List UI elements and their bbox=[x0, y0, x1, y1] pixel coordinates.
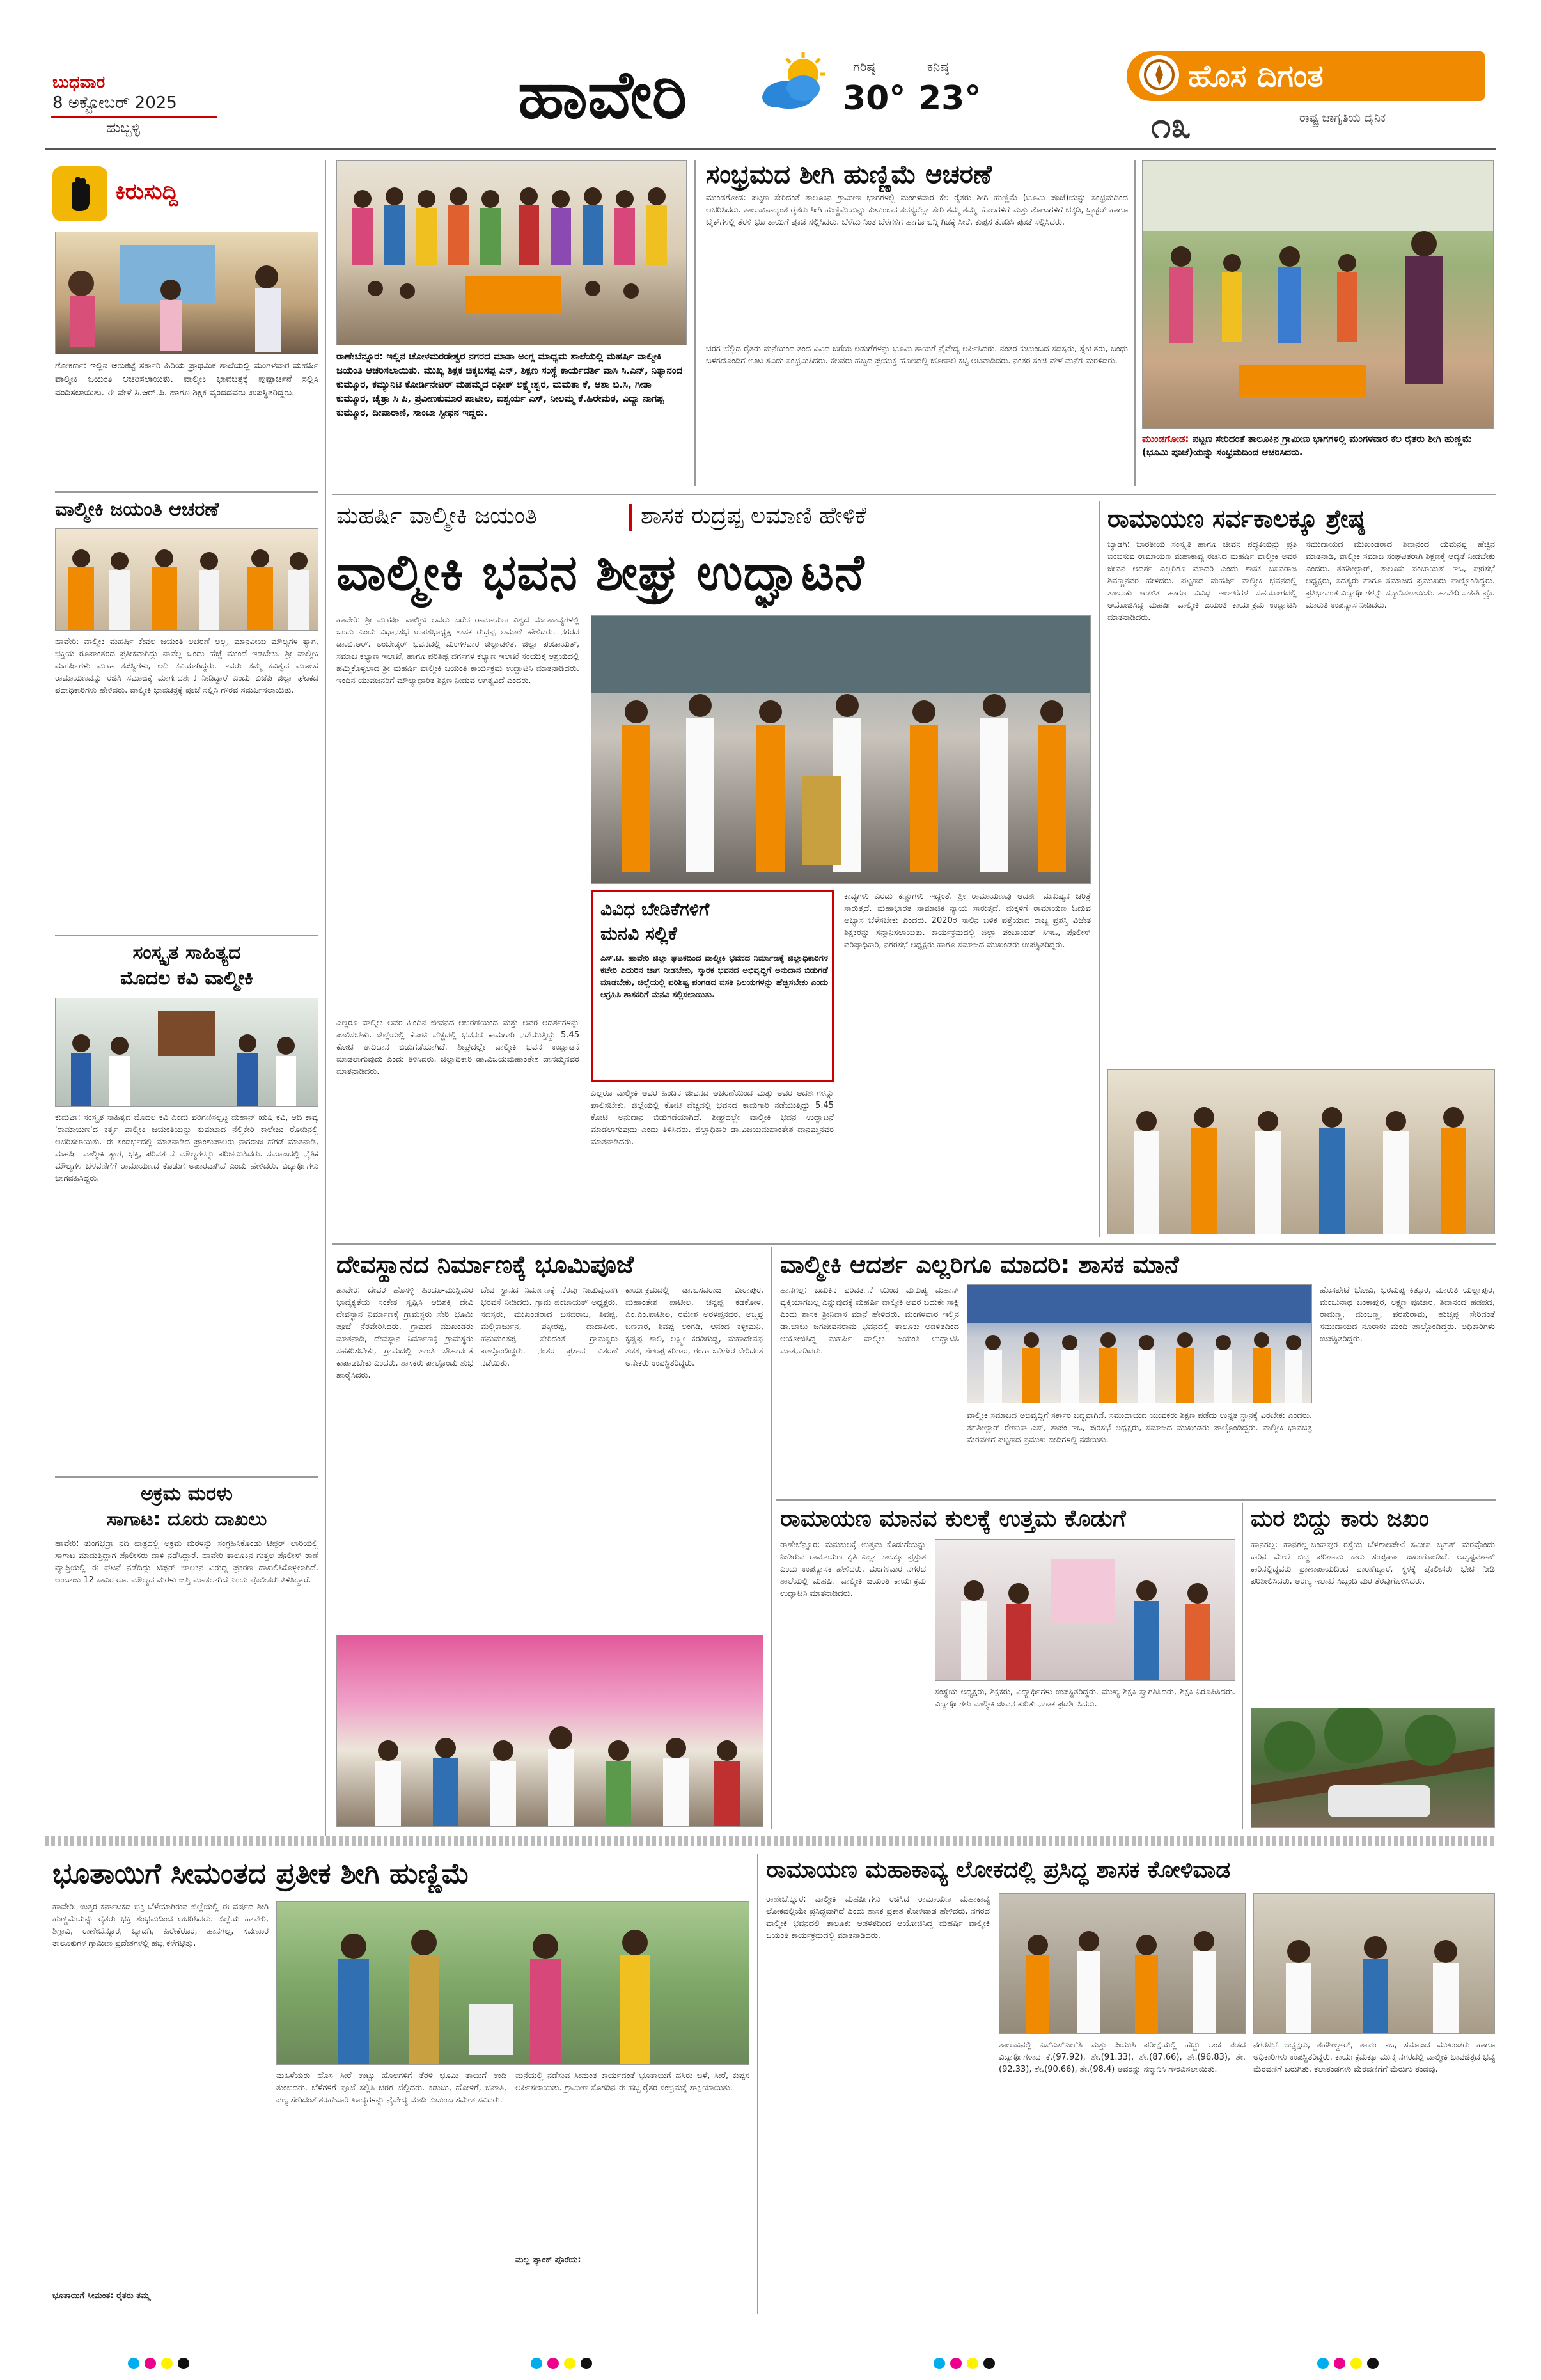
seemanta-text-1: ಹಾವೇರಿ: ಉತ್ತರ ಕರ್ನಾಟಕದ ಭಕ್ತಿ ಬೆಳೆಯಾಗಿರುವ ಜಿಲ್ಲೆಯಲ್ಲಿ ಈ ವರ್ಷದ ಶೀಗಿ ಹುಣ್ಣಿಮೆಯನ್ನು ರೈತರು ಭಕ್ತಿ ಸಂಭ್ರಮದಿಂದ ಆಚರಿಸಿದರು. ಜಿಲ್ಲೆಯ ಹಾವೇರಿ, ಶಿಗ್ಗಾವಿ, ರಾಣೇಬೆನ್ನೂರ, ಬ್ಯಾಡಗಿ, ಹಿರೇಕೆರೂರ, ಹಾನಗಲ್ಲ, ಸವಣೂರ ತಾಲೂಕುಗಳ ಗ್ರಾಮೀಣ ಪ್ರದೇಶಗಳಲ್ಲಿ ಹಬ್ಬ ಕಳೆಗಟ್ಟಿತ್ತು. bbox=[52, 1902, 269, 1948]
kicker-separator bbox=[629, 504, 632, 531]
reg-dot bbox=[581, 2358, 592, 2369]
ramayana-text-2: ಸಮುದಾಯದ ಮುಖಂಡರಾದ ಶಿವಾನಂದ ಯಮನಪ್ಪ ಹೆಚ್ಚಿನ ಮಾತನಾಡಿ, ವಾಲ್ಮೀಕಿ ಸಮಾಜ ಸಂಘಟಿತರಾಗಿ ಶಿಕ್ಷಣಕ್ಕೆ ಆದ್ಯತೆ ನೀಡಬೇಕು ಎಂದರು. ತಹಶೀಲ್ದಾರ್, ತಾಲೂಕು ಪಂಚಾಯತ್ ಇಒ, ಪುರಸಭೆ ಅಧ್ಯಕ್ಷರು, ಸದಸ್ಯರು ಹಾಗೂ ಸಮಾಜದ ಪ್ರಮುಖರು ಪಾಲ್ಗೊಂಡಿದ್ದರು. ಪ್ರತಿಭಾವಂತ ವಿದ್ಯಾರ್ಥಿಗಳನ್ನು ಸನ್ಮಾನಿಸಲಾಯಿತು. ಹಾವೇರಿ ಸಾಹಿತಿ ಪ್ರೊ. ಮಾರುತಿ ಉಪನ್ಯಾಸ ನೀಡಿದರು. bbox=[1306, 540, 1495, 610]
samskrta-photo bbox=[55, 998, 318, 1107]
samskrta-text: ಕುಮಟಾ: ಸಂಸ್ಕೃತ ಸಾಹಿತ್ಯದ ಮೊದಲ ಕವಿ ಎಂದು ಪರಿಗಣಿಸಲ್ಪಟ್ಟ ಮಹಾನ್ ಋಷಿ ಕವಿ, ಆದಿ ಕಾವ್ಯ 'ರಾಮಾಯಣ'ದ ಕರ್ತೃ ವಾಲ್ಮೀಕಿ ಜಯಂತಿಯನ್ನು ಕುಮಟಾದ ನೆಲ್ಲಿಕೇರಿ ಕಾಲೇಜು ರೋಡಿನಲ್ಲಿ ಆಚರಿಸಲಾಯಿತು. ಈ ಸಂದರ್ಭದಲ್ಲಿ ಮಾತನಾಡಿದ ಪ್ರಾಂಶುಪಾಲರು ನಾಗರಾಜ ಹೆಗಡೆ ಮಾತನಾಡಿ, ಮಹರ್ಷಿ ವಾಲ್ಮೀಕಿ ತ್ಯಾಗ, ಭಕ್ತಿ, ಪರಿವರ್ತನೆ ಮೌಲ್ಯಗಳನ್ನು ಪರಿಚಯಿಸಿದರು. ಸಮಾಜದಲ್ಲಿ ನೈತಿಕ ಮೌಲ್ಯಗಳ ಬೆಳವಣಿಗೆಗೆ ರಾಮಾಯಣದ ಕೊಡುಗೆ ಅಪಾರವಾಗಿದೆ ಎಂದು ಹೇಳಿದರು. ವಿದ್ಯಾರ್ಥಿಗಳು ಭಾಗವಹಿಸಿದ್ದರು. bbox=[55, 1113, 318, 1183]
lead-headline: ವಾಲ್ಮೀಕಿ ಭವನ ಶೀಘ್ರ ಉದ್ಘಾಟನೆ bbox=[336, 544, 865, 602]
headline-samskrta-2: ಮೊದಲ ಕವಿ ವಾಲ್ಮೀಕಿ bbox=[120, 967, 253, 989]
lead-text-1: ಹಾವೇರಿ: ಶ್ರೀ ಮಹರ್ಷಿ ವಾಲ್ಮೀಕಿ ಅವರು ಬರೆದ ರಾಮಾಯಣ ವಿಶ್ವದ ಮಹಾಕಾವ್ಯಗಳಲ್ಲಿ ಒಂದು ಎಂದು ವಿಧಾನಸಭೆ ಉಪಸಭಾಧ್ಯಕ್ಷ ಶಾಸಕ ರುದ್ರಪ್ಪ ಲಮಾಣಿ ಹೇಳಿದರು. ನಗರದ ಡಾ.ಬಿ.ಆರ್. ಅಂಬೇಡ್ಕರ್ ಭವನದಲ್ಲಿ ಮಂಗಳವಾರ ಜಿಲ್ಲಾಡಳಿತ, ಜಿಲ್ಲಾ ಪಂಚಾಯತ್, ಸಮಾಜ ಕಲ್ಯಾಣ ಇಲಾಖೆ, ಹಾಗೂ ಪರಿಶಿಷ್ಟ ವರ್ಗಗಳ ಕಲ್ಯಾಣ ಇಲಾಖೆ ಸಂಯುಕ್ತ ಆಶ್ರಯದಲ್ಲಿ ಹಮ್ಮಿಕೊಳ್ಳಲಾದ ಶ್ರೀ ಮಹರ್ಷಿ ವಾಲ್ಮೀಕಿ ಜಯಂತಿ ಕಾರ್ಯಕ್ರಮ ಉದ್ಘಾಟಿಸಿ ಮಾತನಾಡಿದರು. ಇಂದಿನ ಯುವಜನರಿಗೆ ಮೌಲ್ಯಾಧಾರಿತ ಶಿಕ್ಷಣ ನೀಡುವ ಅಗತ್ಯವಿದೆ ಎಂದರು. bbox=[336, 615, 579, 686]
top-rule bbox=[45, 148, 1496, 150]
headline-ramayana: ರಾಮಾಯಣ ಸರ್ವಕಾಲಕ್ಕೂ ಶ್ರೇಷ್ಠ bbox=[1107, 505, 1365, 533]
kiru-story-1: ಗೋಕರ್ಣ: ಇಲ್ಲಿನ ಆರುಕಟ್ಟೆ ಸರ್ಕಾರಿ ಹಿರಿಯ ಪ್ರಾಥಮಿಕ ಶಾಲೆಯಲ್ಲಿ ಮಂಗಳವಾರ ಮಹರ್ಷಿ ವಾಲ್ಮೀಕಿ ಜಯಂತಿ ಆಚರಿಸಲಾಯಿತು. ವಾಲ್ಮೀಕಿ ಭಾವಚಿತ್ರಕ್ಕೆ ಪುಷ್ಪಾರ್ಚನೆ ಸಲ್ಲಿಸಿ ವಂದಿಸಲಾಯಿತು. ಈ ವೇಳೆ ಸಿ.ಆರ್.ಪಿ. ಹಾಗೂ ಶಿಕ್ಷಕ ವೃಂದದವರು ಉಪಸ್ಥಿತರಿದ್ದರು. bbox=[55, 361, 318, 398]
min-temp: 23° bbox=[918, 79, 982, 118]
reg-dot bbox=[983, 2358, 995, 2369]
reg-dot bbox=[967, 2358, 978, 2369]
valmiki-jayanti-text: ಹಾವೇರಿ: ವಾಲ್ಮೀಕಿ ಮಹರ್ಷಿ ಕೇವಲ ಜಯಂತಿ ಆಚರಣೆ ಅಲ್ಲ, ಮಾನವೀಯ ಮೌಲ್ಯಗಳ ತ್ಯಾಗ, ಭಕ್ತಿಯ ರೂಪಾಂತರದ ಪ್ರತೀಕವಾಗಿದ್ದು ನಾವೆಲ್ಲ ಒಂದು ಹೆಜ್ಜೆ ಮುಂದೆ ಇಡಬೇಕು. ಶ್ರೀ ವಾಲ್ಮೀಕಿ ಮಹರ್ಷಿಗಳು ಮಹಾ ತಪಸ್ವಿಗಳು, ಅದಿ ಕವಿಯಾಗಿದ್ದರು. ಇವರು ತಮ್ಮ ಕವಿತ್ವದ ಮೂಲಕ ರಾಮಾಯಣವನ್ನು ರಚಿಸಿ ಸಮಾಜಕ್ಕೆ ಮಾರ್ಗದರ್ಶನ ನೀಡಿದ್ದಾರೆ ಎಂದು ಬಿಜೆಪಿ ಜಿಲ್ಲಾ ಘಟಕದ ಪದಾಧಿಕಾರಿಗಳು ಹೇಳಿದರು. ವಾಲ್ಮೀಕಿ ಭಾವಚಿತ್ರಕ್ಕೆ ಪೂಜೆ ಸಲ್ಲಿಸಿ ಗೌರವ ಸಮರ್ಪಿಸಲಾಯಿತು. bbox=[55, 637, 318, 695]
demand-box bbox=[591, 890, 834, 1082]
mane-text-2: ವಾಲ್ಮೀಕಿ ಸಮಾಜದ ಅಭಿವೃದ್ಧಿಗೆ ಸರ್ಕಾರ ಬದ್ಧವಾಗಿದೆ. ಸಮುದಾಯದ ಯುವಕರು ಶಿಕ್ಷಣ ಪಡೆದು ಉನ್ನತ ಸ್ಥಾನಕ್ಕೆ ಏರಬೇಕು ಎಂದರು. ತಹಶೀಲ್ದಾರ್ ರೇಣುಕಾ ಎಸ್, ತಾಪಂ ಇಒ, ಪುರಸಭೆ ಅಧ್ಯಕ್ಷರು, ಸಮಾಜದ ಮುಖಂಡರು ಪಾಲ್ಗೊಂಡಿದ್ದರು. ವಾಲ್ಮೀಕಿ ಭಾವಚಿತ್ರ ಮೆರವಣಿಗೆ ಪಟ್ಟಣದ ಪ್ರಮುಖ ಬೀದಿಗಳಲ್ಲಿ ನಡೆಯಿತು. bbox=[967, 1411, 1312, 1445]
registration-marks-left bbox=[128, 2358, 205, 2370]
col-divider-left bbox=[325, 160, 326, 1836]
rule-left-1 bbox=[55, 491, 318, 493]
temple-text-2: ದೇವ ಸ್ಥಾನದ ನಿರ್ಮಾಣಕ್ಕೆ ನೆರವು ನೀಡುವುದಾಗಿ ಭರವಸೆ ನೀಡಿದರು. ಗ್ರಾಮ ಪಂಚಾಯತ್ ಅಧ್ಯಕ್ಷರು, ಸದಸ್ಯರು, ಮುಖಂಡರಾದ ಬಸವರಾಜ, ಶಿವಪ್ಪ, ಮಲ್ಲಿಕಾರ್ಜುನ, ಫಕ್ಕೀರಪ್ಪ, ದಾದಾಪೀರ, ಹನುಮಂತಪ್ಪ ಸೇರಿದಂತೆ ಗ್ರಾಮಸ್ಥರು ಪಾಲ್ಗೊಂಡಿದ್ದರು. ನಂತರ ಪ್ರಸಾದ ವಿತರಣೆ ನಡೆಯಿತು. bbox=[481, 1286, 618, 1368]
manava-photo bbox=[935, 1539, 1235, 1681]
seemanta-photo bbox=[276, 1901, 749, 2065]
headline-temple: ದೇವಸ್ಥಾನದ ನಿರ್ಮಾಣಕ್ಕೆ ಭೂಮಿಪೂಜೆ bbox=[336, 1250, 634, 1279]
reg-dot bbox=[1367, 2358, 1379, 2369]
weekday: ಬುಧವಾರ bbox=[52, 73, 106, 92]
shigi-text-1: ಮುಂಡಗೋಡ: ಪಟ್ಟಣ ಸೇರಿದಂತೆ ತಾಲೂಕಿನ ಗ್ರಾಮೀಣ ಭಾಗಗಳಲ್ಲಿ ಮಂಗಳವಾರ ಕೆಲ ರೈತರು ಶೀಗಿ ಹುಣ್ಣಿಮೆ (ಭೂಮಿ ಪೂಜೆ)ಯನ್ನು ಸಂಭ್ರಮದಿಂದ ಆಚರಿಸಿದರು. ತಾಲೂಕಿನಾದ್ಯಂತ ರೈತರು ಶೀಗಿ ಹುಣ್ಣಿಮೆಯನ್ನು ಕುಟುಂಬದ ಸದಸ್ಯರೆಲ್ಲಾ ಸೇರಿ ತಮ್ಮ ತಮ್ಮ ಹೊಲಗಳಿಗೆ ಮತ್ತು ತೋಟಗಳಿಗೆ ಚಕ್ಕಡಿ, ಟ್ರ್ಯಾಕ್ಟರ್ ಹಾಗೂ ಬೈಕ್‌ಗಳಲ್ಲಿ ತೆರಳಿ ಭೂ ತಾಯಿಗೆ ಪೂಜೆ ಸಲ್ಲಿಸಿದರು. ಬೆಳೆದು ನಿಂತ ಬೆಳೆಗಳಿಗೆ ಹಾಗೂ ಬನ್ನಿ ಗಿಡಕ್ಕೆ ಸೀರೆ, ಕುಪ್ಪಸ ತೊಡಿಸಿ ಪೂಜೆ ಸಲ್ಲಿಸಿದರು. bbox=[706, 193, 1128, 227]
shigi-caption bbox=[1142, 432, 1494, 484]
lead-text-4 bbox=[591, 1087, 834, 1234]
rule-mid bbox=[332, 1243, 1496, 1245]
school-group-photo bbox=[336, 160, 687, 345]
manava-text-1: ರಾಣೇಬೆನ್ನೂರ: ಮನುಕುಲಕ್ಕೆ ಉತ್ತಮ ಕೊಡುಗೆಯನ್ನು ನೀಡಿರುವ ರಾಮಾಯಣ ಕೃತಿ ಎಲ್ಲಾ ಕಾಲಕ್ಕೂ ಪ್ರಸ್ತುತ ಎಂದು ಉಪನ್ಯಾಸಕ ಹೇಳಿದರು. ಮಂಗಳವಾರ ನಗರದ ಶಾಲೆಯಲ್ಲಿ ಮಹರ್ಷಿ ವಾಲ್ಮೀಕಿ ಜಯಂತಿ ಕಾರ್ಯಕ್ರಮ ಉದ್ಘಾಟಿಸಿ ಮಾತನಾಡಿದರು. bbox=[780, 1540, 926, 1598]
valmiki-jayanti-photo bbox=[55, 528, 318, 631]
col-divider-lead bbox=[1099, 501, 1100, 1237]
headline-mane: ವಾಲ್ಮೀಕಿ ಆದರ್ಶ ಎಲ್ಲರಿಗೂ ಮಾದರಿ: ಶಾಸಕ ಮಾನೆ bbox=[780, 1250, 1179, 1279]
shigi-caption-place: ಮುಂಡಗೋಡ: bbox=[1142, 433, 1189, 445]
reg-dot bbox=[128, 2358, 139, 2369]
reg-dot bbox=[531, 2358, 542, 2369]
reg-dot bbox=[1350, 2358, 1362, 2369]
lead-text-2: ಎಲ್ಲರೂ ವಾಲ್ಮೀಕಿ ಅವರ ಹಿಂದಿನ ಜೀವನದ ಆಚರಣೆಯಿಂದ ಮತ್ತು ಅವರ ಆದರ್ಶಗಳನ್ನು ಪಾಲಿಸಬೇಕು. ಜಿಲ್ಲೆಯಲ್ಲಿ ಕೋಟಿ ವೆಚ್ಚದಲ್ಲಿ ಭವನದ ಕಾಮಗಾರಿ ನಡೆಯುತ್ತಿದ್ದು 5.45 ಕೋಟಿ ಅನುದಾನ ಬಿಡುಗಡೆಯಾಗಿದೆ. ಶೀಘ್ರದಲ್ಲೇ ವಾಲ್ಮೀಕಿ ಭವನ ಉದ್ಘಾಟನೆ ಮಾಡಲಾಗುವುದು ಎಂದು ತಿಳಿಸಿದರು. ಜಿಲ್ಲಾಧಿಕಾರಿ ಡಾ.ವಿಜಯಮಹಾಂತೇಶ ದಾನಮ್ಮನವರ ಮಾತನಾಡಿದರು. bbox=[336, 1018, 579, 1076]
lead-kicker-b: ಶಾಸಕ ರುದ್ರಪ್ಪ ಲಮಾಣಿ ಹೇಳಿಕೆ bbox=[641, 503, 867, 529]
section-title: ಹಾವೇರಿ bbox=[518, 56, 687, 134]
demand-text: ಎಸ್.ಟಿ. ಹಾವೇರಿ ಜಿಲ್ಲಾ ಘಟಕದಿಂದ ವಾಲ್ಮೀಕಿ ಭವನದ ನಿರ್ಮಾಣಕ್ಕೆ ಜಿಲ್ಲಾಧಿಕಾರಿಗಳ ಕಚೇರಿ ಎದುರಿನ ಜಾಗ ನೀಡಬೇಕು, ಸ್ಮಾರಕ ಭವನದ ಅಭಿವೃದ್ಧಿಗೆ ಅನುದಾನ ಬಿಡುಗಡೆ ಮಾಡಬೇಕು, ಜಿಲ್ಲೆಯಲ್ಲಿ ಪರಿಶಿಷ್ಟ ಪಂಗಡದ ವಸತಿ ನಿಲಯಗಳನ್ನು ಹೆಚ್ಚಿಸಬೇಕು ಎಂದು ಆಗ್ರಹಿಸಿ ಶಾಸಕರಿಗೆ ಮನವಿ ಸಲ್ಲಿಸಲಾಯಿತು. bbox=[600, 954, 828, 1000]
headline-akrama-2: ಸಾಗಾಟ: ದೂರು ದಾಖಲು bbox=[106, 1508, 267, 1531]
reg-dot bbox=[950, 2358, 962, 2369]
headline-manava: ರಾಮಾಯಣ ಮಾನವ ಕುಲಕ್ಕೆ ಉತ್ತಮ ಕೊಡುಗೆ bbox=[780, 1506, 1126, 1532]
seemanta-text-3: ಮನೆಯಲ್ಲಿ ನಡೆಸುವ ಸೀಮಂತ ಕಾರ್ಯದಂತೆ ಭೂತಾಯಿಗೆ ಹಸಿರು ಬಳೆ, ಸೀರೆ, ಕುಪ್ಪಸ ಅರ್ಪಿಸಲಾಯಿತು. ಗ್ರಾಮೀಣ ಸೊಗಡಿನ ಈ ಹಬ್ಬ ರೈತರ ಸಂಭ್ರಮಕ್ಕೆ ಸಾಕ್ಷಿಯಾಯಿತು. bbox=[515, 2071, 749, 2093]
temple-photo bbox=[336, 1635, 763, 1827]
reg-dot bbox=[161, 2358, 173, 2369]
koliwada-text-3: ನಗರಸಭೆ ಅಧ್ಯಕ್ಷರು, ತಹಶೀಲ್ದಾರ್, ತಾಪಂ ಇಒ, ಸಮಾಜದ ಮುಖಂಡರು ಹಾಗೂ ಅಧಿಕಾರಿಗಳು ಉಪಸ್ಥಿತರಿದ್ದರು. ಕಾರ್ಯಕ್ರಮಕ್ಕೂ ಮುನ್ನ ನಗರದಲ್ಲಿ ವಾಲ್ಮೀಕಿ ಭಾವಚಿತ್ರದ ಭವ್ಯ ಮೆರವಣಿಗೆ ಜರುಗಿತು. ಕಲಾತಂಡಗಳು ಮೆರವಣಿಗೆಗೆ ಮೆರುಗು ತಂದವು. bbox=[1253, 2040, 1495, 2074]
col-divider-mid bbox=[771, 1247, 772, 1829]
ramayana-text-1: ಬ್ಯಾಡಗಿ: ಭಾರತೀಯ ಸಂಸ್ಕೃತಿ ಹಾಗೂ ಜೀವನ ಪದ್ಧತಿಯನ್ನು ಪ್ರತಿ ಬಿಂಬಿಸುವ ರಾಮಾಯಣ ಮಹಾಕಾವ್ಯ ರಚಿಸಿದ ಮಹರ್ಷಿ ವಾಲ್ಮೀಕಿ ಅವರ ಜೀವನ ಆದರ್ಶ ಎಲ್ಲರಿಗೂ ಮಾದರಿ ಎಂದು ಶಾಸಕ ಬಸವರಾಜ ಶಿವಣ್ಣನವರ ಹೇಳಿದರು. ಪಟ್ಟಣದ ಮಹರ್ಷಿ ವಾಲ್ಮೀಕಿ ಭವನದಲ್ಲಿ ತಾಲೂಕು ಆಡಳಿತ ಹಾಗೂ ವಿವಿಧ ಇಲಾಖೆಗಳ ಸಹಯೋಗದಲ್ಲಿ ಆಯೋಜಿಸಿದ್ದ ಮಹರ್ಷಿ ವಾಲ್ಮೀಕಿ ಜಯಂತಿ ಕಾರ್ಯಕ್ರಮ ಉದ್ಘಾಟಿಸಿ ಮಾತನಾಡಿದರು. bbox=[1107, 540, 1297, 622]
headline-shigi: ಸಂಭ್ರಮದ ಶೀಗಿ ಹುಣ್ಣಿಮೆ ಆಚರಣೆ bbox=[706, 160, 992, 189]
place: ಹುಬ್ಬಳ್ಳಿ bbox=[106, 120, 141, 136]
temple-text-1: ಹಾವೇರಿ: ದೇವರ ಹೊಸಳ್ಳಿ ಹಿಂದೂ-ಮುಸ್ಲಿಮರ ಭಾವೈಕ್ಯತೆಯ ಸಂಕೇತ ಸೃಷ್ಟಿಸಿ ಆದಿಶಕ್ತಿ ದೇವಿ ದೇವಸ್ಥಾನ ನಿರ್ಮಾಣಕ್ಕೆ ಗ್ರಾಮಸ್ಥರು ಸೇರಿ ಭೂಮಿ ಪೂಜೆ ನೆರವೇರಿಸಿದರು. ಗ್ರಾಮದ ಮುಖಂಡರು ಮಾತನಾಡಿ, ದೇವಸ್ಥಾನ ನಿರ್ಮಾಣಕ್ಕೆ ಗ್ರಾಮಸ್ಥರು ಸಹಕರಿಸಬೇಕು, ಗ್ರಾಮದಲ್ಲಿ ಶಾಂತಿ ಸೌಹಾರ್ದತೆ ಕಾಪಾಡಬೇಕು ಎಂದರು. ಶಾಸಕರು ಪಾಲ್ಗೊಂಡು ಶುಭ ಹಾರೈಸಿದರು. bbox=[336, 1286, 473, 1380]
max-temp: 30° bbox=[843, 79, 906, 118]
reg-dot bbox=[1334, 2358, 1345, 2369]
lead-photo bbox=[591, 615, 1091, 884]
registration-marks-mid-2 bbox=[934, 2358, 1010, 2370]
rule-left-2 bbox=[55, 935, 318, 936]
mane-photo bbox=[967, 1284, 1312, 1403]
paper-name: ಹೊಸ ದಿಗಂತ bbox=[1188, 58, 1324, 94]
tagline: ರಾಷ್ಟ್ರ ಜಾಗೃತಿಯ ದೈನಿಕ bbox=[1299, 111, 1386, 125]
min-temp-label: ಕನಿಷ್ಠ bbox=[927, 59, 949, 74]
rule-mid-2 bbox=[776, 1499, 1496, 1501]
reg-dot bbox=[547, 2358, 559, 2369]
koliwada-photo-2 bbox=[1253, 1893, 1495, 2034]
rule-left-3 bbox=[55, 1476, 318, 1478]
mane-text-3: ಹೊಸಪೇಟೆ ಭೋವಿ, ಭರಮಪ್ಪ ಕಿತ್ತೂರ, ಮಾರುತಿ ಯಲ್ಲಾಪುರ, ಮಂಜುನಾಥ ಬಂಕಾಪುರ, ಲಕ್ಷ್ಮಣ ಪೂಜಾರ, ಶಿವಾನಂದ ಹಡಪದ, ರಾಮಣ್ಣ, ಮಂಜಣ್ಣ, ಪರಶುರಾಮ, ಹುಚ್ಚಪ್ಪ ಸೇರಿದಂತೆ ಸಮುದಾಯದ ನೂರಾರು ಮಂದಿ ಪಾಲ್ಗೊಂಡಿದ್ದರು. ಅಧಿಕಾರಿಗಳು ಉಪಸ್ಥಿತರಿದ್ದರು. bbox=[1320, 1286, 1495, 1344]
date: 8 ಅಕ್ಟೋಬರ್ 2025 bbox=[52, 93, 177, 113]
koliwada-photo-1 bbox=[999, 1893, 1246, 2034]
mara-photo bbox=[1251, 1708, 1495, 1828]
kiru-sudhi-label: ಕಿರುಸುದ್ದಿ bbox=[115, 179, 178, 205]
headline-koliwada: ರಾಮಾಯಣ ಮಹಾಕಾವ್ಯ ಲೋಕದಲ್ಲಿ ಪ್ರಸಿದ್ಧ ಶಾಸಕ ಕೋಳಿವಾಡ bbox=[766, 1857, 1231, 1883]
lead-kicker bbox=[336, 501, 1091, 539]
reg-dot bbox=[178, 2358, 189, 2369]
col-divider-top-center bbox=[694, 160, 696, 486]
bottom-divider-bar bbox=[45, 1836, 1496, 1846]
shigi-caption-text: ಪಟ್ಟಣ ಸೇರಿದಂತೆ ತಾಲೂಕಿನ ಗ್ರಾಮೀಣ ಭಾಗಗಳಲ್ಲಿ ಮಂಗಳವಾರ ಕೆಲ ರೈತರು ಶೀಗಿ ಹುಣ್ಣಿಮೆ (ಭೂಮಿ ಪೂಜೆ)ಯನ್ನು ಸಂಭ್ರಮದಿಂದ ಆಚರಿಸಿದರು. bbox=[1142, 433, 1472, 458]
headline-valmiki-jayanti: ವಾಲ್ಮೀಕಿ ಜಯಂತಿ ಆಚರಣೆ bbox=[55, 498, 219, 521]
col-divider-bottom bbox=[757, 1854, 758, 2314]
koliwada-text-2: ತಾಲೂಕಿನಲ್ಲಿ ಎಸ್ಎಸ್ಎಲ್‌ಸಿ ಮತ್ತು ಪಿಯುಸಿ ಪರೀಕ್ಷೆಯಲ್ಲಿ ಹೆಚ್ಚು ಅಂಕ ಪಡೆದ ವಿದ್ಯಾರ್ಥಿಗಳಾದ ಕೆ.(97.92), ಶೇ.(91.33), ಶೇ.(87.66), ಶೇ.(96.83), ಶೇ.(92.33), ಶೇ.(90.66), ಶೇ.(98.4) ಅವರನ್ನು ಸನ್ಮಾನಿಸಿ ಗೌರವಿಸಲಾಯಿತು. bbox=[999, 2040, 1246, 2074]
lead-text-3: ಕಾವ್ಯಗಳು ಎರಡು ಕಣ್ಣುಗಳು ಇದ್ದಂತೆ. ಶ್ರೀ ರಾಮಾಯಣವು ಆದರ್ಶ ಮನುಷ್ಯನ ಚರಿತ್ರೆ ಸಾರುತ್ತದೆ. ಮಹಾಭಾರತ ಸಾಮಾಜಿಕ ನ್ಯಾಯ ಸಾರುತ್ತದೆ. ಮಕ್ಕಳಿಗೆ ರಾಮಾಯಣ ಓದುವ ಅಭ್ಯಾಸ ಬೆಳೆಸಬೇಕು ಎಂದರು. 2020ರ ಸಾಲಿನ ಬಳಿಕ ಪತ್ತೆಯಾದ ರಾಜ್ಯ ಪ್ರಶಸ್ತಿ ವಿಜೇತ ಶಿಕ್ಷಕರನ್ನು ಸನ್ಮಾನಿಸಲಾಯಿತು. ಕಾರ್ಯಕ್ರಮದಲ್ಲಿ ಜಿಲ್ಲಾ ಪಂಚಾಯತ್ ಸಿಇಒ, ಪೊಲೀಸ್ ವರಿಷ್ಠಾಧಿಕಾರಿ, ನಗರಸಭೆ ಅಧ್ಯಕ್ಷರು ಹಾಗೂ ಸಮಾಜದ ಮುಖಂಡರು ಉಪಸ್ಥಿತರಿದ್ದರು. bbox=[844, 892, 1091, 950]
lead-text-4-body: ಎಲ್ಲರೂ ವಾಲ್ಮೀಕಿ ಅವರ ಹಿಂದಿನ ಜೀವನದ ಆಚರಣೆಯಿಂದ ಮತ್ತು ಅವರ ಆದರ್ಶಗಳನ್ನು ಪಾಲಿಸಬೇಕು. ಜಿಲ್ಲೆಯಲ್ಲಿ ಕೋಟಿ ವೆಚ್ಚದಲ್ಲಿ ಭವನದ ಕಾಮಗಾರಿ ನಡೆಯುತ್ತಿದ್ದು 5.45 ಕೋಟಿ ಅನುದಾನ ಬಿಡುಗಡೆಯಾಗಿದೆ. ಶೀಘ್ರದಲ್ಲೇ ವಾಲ್ಮೀಕಿ ಭವನ ಉದ್ಘಾಟನೆ ಮಾಡಲಾಗುವುದು ಎಂದು ತಿಳಿಸಿದರು. ಜಿಲ್ಲಾಧಿಕಾರಿ ಡಾ.ವಿಜಯಮಹಾಂತೇಶ ದಾನಮ್ಮನವರ ಮಾತನಾಡಿದರು. bbox=[591, 1089, 834, 1147]
shigi-photo bbox=[1142, 160, 1494, 429]
col-divider-manava bbox=[1242, 1503, 1243, 1829]
date-underline bbox=[51, 116, 217, 118]
weather-icon bbox=[758, 50, 833, 120]
kiru-photo-1 bbox=[55, 232, 318, 354]
mara-text: ಹಾನಗಲ್ಲ: ಹಾನಗಲ್ಲ-ಬಂಕಾಪುರ ರಸ್ತೆಯ ಬೆಳಗಾಲಪೇಟೆ ಸಮೀಪ ಬೃಹತ್ ಮರವೊಂದು ಕಾರಿನ ಮೇಲೆ ಬಿದ್ದ ಪರಿಣಾಮ ಕಾರು ಸಂಪೂರ್ಣ ಜಖಂಗೊಂಡಿದೆ. ಅದೃಷ್ಟವಶಾತ್ ಕಾರಿನಲ್ಲಿದ್ದವರು ಪ್ರಾಣಾಪಾಯದಿಂದ ಪಾರಾಗಿದ್ದಾರೆ. ಸ್ಥಳಕ್ಕೆ ಪೊಲೀಸರು ಭೇಟಿ ನೀಡಿ ಪರಿಶೀಲಿಸಿದರು. ಅರಣ್ಯ ಇಲಾಖೆ ಸಿಬ್ಬಂದಿ ಮರ ತೆರವುಗೊಳಿಸಿದರು. bbox=[1251, 1540, 1495, 1586]
max-temp-label: ಗರಿಷ್ಠ bbox=[853, 59, 875, 74]
masthead bbox=[0, 0, 1541, 154]
headline-akrama-1: ಅಕ್ರಮ ಮರಳು bbox=[141, 1483, 233, 1505]
hand-icon bbox=[52, 166, 107, 221]
mane-text-1: ಹಾನಗಲ್ಲ: ಬದುಕಿನ ಪರಿವರ್ತನೆ ಯಿಂದ ಮನುಷ್ಯ ಮಹಾನ್ ವ್ಯಕ್ತಿಯಾಗಬಲ್ಲ ಎನ್ನುವುದಕ್ಕೆ ಮಹರ್ಷಿ ವಾಲ್ಮೀಕಿ ಅವರ ಬದುಕೇ ಸಾಕ್ಷಿ ಎಂದು ಶಾಸಕ ಶ್ರೀನಿವಾಸ ಮಾನೆ ಹೇಳಿದರು. ಮಂಗಳವಾರ ಇಲ್ಲಿನ ಡಾ.ಬಾಬು ಜಗಜೀವನರಾಮ ಭವನದಲ್ಲಿ ತಾಲೂಕು ಆಡಳಿತದಿಂದ ಆಯೋಜಿಸಿದ್ದ ಮಹರ್ಷಿ ವಾಲ್ಮೀಕಿ ಜಯಂತಿ ಉದ್ಘಾಟಿಸಿ ಮಾತನಾಡಿದರು. bbox=[780, 1286, 959, 1356]
seemanta-text-2: ಮಹಿಳೆಯರು ಹೊಸ ಸೀರೆ ಉಟ್ಟು ಹೊಲಗಳಿಗೆ ತೆರಳಿ ಭೂಮಿ ತಾಯಿಗೆ ಉಡಿ ತುಂಬಿದರು. ಬೆಳೆಗಳಿಗೆ ಪೂಜೆ ಸಲ್ಲಿಸಿ ಚರಗ ಚೆಲ್ಲಿದರು. ಕಡುಬು, ಹೋಳಿಗೆ, ಚಪಾತಿ, ಪಲ್ಯ ಸೇರಿದಂತೆ ತರಹೇವಾರಿ ಖಾದ್ಯಗಳನ್ನು ನೈವೇದ್ಯ ಮಾಡಿ ಕುಟುಂಬ ಸಮೇತ ಸವಿದರು. bbox=[276, 2071, 506, 2105]
demand-head-2: ಮನವಿ ಸಲ್ಲಿಕೆ bbox=[600, 923, 677, 944]
seemanta-footer: ಭೂತಾಯಿಗೆ ಸೀಮಂತ: ರೈತರು ತಮ್ಮ bbox=[52, 2291, 150, 2301]
shigi-text-2: ಚರಗ ಚೆಲ್ಲಿದ ರೈತರು ಮನೆಯಿಂದ ತಂದ ವಿವಿಧ ಬಗೆಯ ಅಡುಗೆಗಳನ್ನು ಭೂಮಿ ತಾಯಿಗೆ ನೈವೇದ್ಯ ಅರ್ಪಿಸಿದರು. ನಂತರ ಕುಟುಂಬದ ಸದಸ್ಯರು, ಸ್ನೇಹಿತರು, ಬಂಧು ಬಳಗದೊಂದಿಗೆ ಊಟ ಸವಿದು ಸಂಭ್ರಮಿಸಿದರು. ಕೆಲವರು ಹಬ್ಬದ ಪ್ರಯುಕ್ತ ಹೊಲದಲ್ಲಿ ಜೋಕಾಲಿ ಕಟ್ಟಿ ಆಟವಾಡಿದರು. ನಂತರ ಸಂಜೆ ವೇಳೆ ಮನೆಗೆ ಮರಳಿದರು. bbox=[706, 344, 1128, 366]
headline-seemanta: ಭೂತಾಯಿಗೆ ಸೀಮಂತದ ಪ್ರತೀಕ ಶೀಗಿ ಹುಣ್ಣಿಮೆ bbox=[52, 1857, 470, 1890]
rule-top bbox=[332, 494, 1496, 495]
col-divider-top-right bbox=[1134, 160, 1136, 486]
temple-text-3: ಕಾರ್ಯಕ್ರಮದಲ್ಲಿ ಡಾ.ಬಸವರಾಜ ವೀರಾಪುರ, ಮಹಾಂತೇಶ ಪಾಟೀಲ, ಚನ್ನಪ್ಪ ಕಡಕೋಳ, ಎಂ.ಎಂ.ಪಾಟೀಲ, ರಮೇಶ ಅರಳಪ್ಪನವರ, ಅಜ್ಜಪ್ಪ ಬಣಕಾರ, ಶಿವಪ್ಪ ಅಂಗಡಿ, ಆನಂದ ಕಳ್ಳೀಮನಿ, ಕೃಷ್ಣಪ್ಪ ಸಾಲಿ, ಲಕ್ಷ್ಮೀ ಕರಡಿಗುಡ್ಡ, ಮಹಾದೇವಪ್ಪ ತಡಸ, ಶೇಖಪ್ಪ ಕರಿಗಾರ, ಗಂಗಾ ಬಡಿಗೇರ ಸೇರಿದಂತೆ ಅನೇಕರು ಉಪಸ್ಥಿತರಿದ್ದರು. bbox=[625, 1286, 763, 1368]
kiru-sudhi-badge bbox=[52, 162, 283, 226]
ramayana-photo bbox=[1107, 1069, 1495, 1234]
reg-dot bbox=[1317, 2358, 1329, 2369]
manava-text-2: ಸಂಸ್ಥೆಯ ಅಧ್ಯಕ್ಷರು, ಶಿಕ್ಷಕರು, ವಿದ್ಯಾರ್ಥಿಗಳು ಉಪಸ್ಥಿತರಿದ್ದರು. ಮುಖ್ಯ ಶಿಕ್ಷಕಿ ಸ್ವಾಗತಿಸಿದರು, ಶಿಕ್ಷಕಿ ನಿರೂಪಿಸಿದರು. ವಿದ್ಯಾರ್ಥಿಗಳು ವಾಲ್ಮೀಕಿ ಜೀವನ ಕುರಿತು ನಾಟಕ ಪ್ರದರ್ಶಿಸಿದರು. bbox=[935, 1687, 1235, 1709]
akrama-text: ಹಾವೇರಿ: ತುಂಗಭದ್ರಾ ನದಿ ಪಾತ್ರದಲ್ಲಿ ಅಕ್ರಮ ಮರಳನ್ನು ಸಂಗ್ರಹಿಸಿಕೊಂಡು ಟಿಪ್ಪರ್ ಲಾರಿಯಲ್ಲಿ ಸಾಗಾಟ ಮಾಡುತ್ತಿದ್ದಾಗ ಪೊಲೀಸರು ದಾಳಿ ನಡೆಸಿದ್ದಾರೆ. ಹಾವೇರಿ ತಾಲೂಕಿನ ಗುತ್ತಲ ಪೊಲೀಸ್ ಠಾಣೆ ವ್ಯಾಪ್ತಿಯಲ್ಲಿ ಈ ಘಟನೆ ನಡೆದಿದ್ದು ಟಿಪ್ಪರ್ ಚಾಲಕನ ವಿರುದ್ಧ ಪ್ರಕರಣ ದಾಖಲಿಸಿಕೊಳ್ಳಲಾಗಿದೆ. ಅಂದಾಜು 12 ಸಾವಿರ ರೂ. ಮೌಲ್ಯದ ಮರಳು ಜಪ್ತಿ ಮಾಡಲಾಗಿದೆ ಎಂದು ಪೊಲೀಸರು ತಿಳಿಸಿದ್ದಾರೆ. bbox=[55, 1539, 318, 1585]
seemanta-tag: ಮಲ್ಲ ಪ್ಯಾಂಕ್ ಪೊರೆಯ: bbox=[515, 2255, 581, 2265]
headline-samskrta-1: ಸಂಸ್ಕೃತ ಸಾಹಿತ್ಯದ bbox=[132, 942, 241, 964]
demand-head-1: ವಿವಿಧ ಬೇಡಿಕೆಗಳಿಗೆ bbox=[600, 899, 710, 920]
koliwada-text-1: ರಾಣೇಬೆನ್ನೂರ: ವಾಲ್ಮೀಕಿ ಮಹರ್ಷಿಗಳು ರಚಿಸಿದ ರಾಮಾಯಣ ಮಹಾಕಾವ್ಯ ಲೋಕದಲ್ಲಿಯೇ ಪ್ರಸಿದ್ಧವಾಗಿದೆ ಎಂದು ಶಾಸಕ ಪ್ರಕಾಶ ಕೋಳಿವಾಡ ಹೇಳಿದರು. ನಗರದ ವಾಲ್ಮೀಕಿ ಭವನದಲ್ಲಿ ತಾಲೂಕು ಆಡಳಿತದಿಂದ ಆಯೋಜಿಸಿದ್ದ ಮಹರ್ಷಿ ವಾಲ್ಮೀಕಿ ಜಯಂತಿ ಕಾರ್ಯಕ್ರಮದಲ್ಲಿ ಮಾತನಾಡಿದರು. bbox=[766, 1895, 990, 1941]
logo-emblem-icon bbox=[1139, 55, 1179, 95]
headline-mara: ಮರ ಬಿದ್ದು ಕಾರು ಜಖಂ bbox=[1251, 1506, 1429, 1532]
reg-dot bbox=[934, 2358, 945, 2369]
lead-kicker-a: ಮಹರ್ಷಿ ವಾಲ್ಮೀಕಿ ಜಯಂತಿ bbox=[336, 503, 537, 529]
reg-dot bbox=[564, 2358, 575, 2369]
school-caption: ರಾಣೇಬೆನ್ನೂರ: ಇಲ್ಲಿನ ಚೋಳಮರಡೇಶ್ವರ ನಗರದ ಮಾತಾ ಅಂಗ್ಲ ಮಾಧ್ಯಮ ಶಾಲೆಯಲ್ಲಿ ಮಹರ್ಷಿ ವಾಲ್ಮೀಕಿ ಜಯಂತಿ ಆಚರಿಸಲಾಯಿತು. ಮುಖ್ಯ ಶಿಕ್ಷಕ ಚಿಕ್ಕಬಸಪ್ಪ ಎನ್, ಶಿಕ್ಷಣ ಸಂಸ್ಥೆ ಕಾರ್ಯದರ್ಶಿ ವಾಸಿ ಸಿ.ಎನ್, ನಿತ್ಯಾನಂದ ಕುಮ್ಮೂರ, ಕಮ್ಯುನಿಟಿ ಕೋರ್ಡಿನೇಟರ್ ಮಹಮ್ಮದ ರಫೀಕ್ ಲಕ್ಷ್ಮೇಶ್ವರ, ಮಮತಾ ಕೆ, ಆಶಾ ಬಿ.ಸಿ, ಗೀತಾ ಕುಮ್ಮೂರ, ಚೈತ್ರಾ ಸಿ ಪಿ, ಪ್ರವೀಣಕುಮಾರ ಪಾಟೀಲ, ಐಶ್ವರ್ಯ ಎಸ್, ನೀಲಮ್ಮ ಕೆ.ಹಿರೇಮಠ, ವಿದ್ಯಾ ನಾಗಪ್ಪ ಕುಮ್ಮೂರ, ದೀಪಾರಾಣಿ, ಸಾಂಬಾ ಸ್ಟೀಫನ ಇದ್ದರು. bbox=[336, 351, 683, 418]
page-number: ೧೩ bbox=[1151, 105, 1191, 146]
reg-dot bbox=[145, 2358, 156, 2369]
registration-marks-right bbox=[1317, 2358, 1394, 2370]
registration-marks-mid-1 bbox=[531, 2358, 607, 2370]
